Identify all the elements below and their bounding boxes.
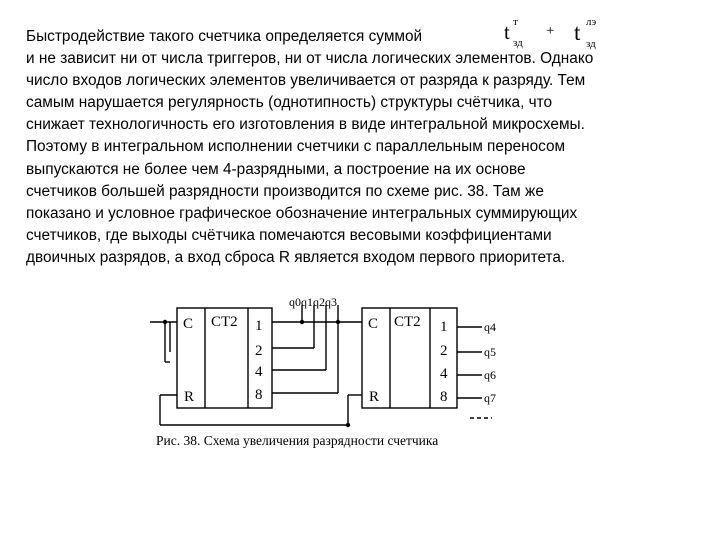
formula-t2-sub: зд (586, 38, 596, 50)
chip1-out-2: 2 (255, 343, 263, 359)
q5-label: q5 (484, 345, 496, 359)
chip2-out-1: 1 (440, 319, 448, 335)
chip2-out-8: 8 (440, 389, 448, 405)
chip1-func-label: CT2 (211, 314, 238, 330)
chip1-r-label: R (184, 389, 195, 405)
junction-dot (163, 320, 167, 324)
text-line: двоичных разрядов, а вход сброса R является входом первого приоритета. (26, 248, 566, 266)
formula-t2-sup: лэ (586, 16, 597, 28)
q6-label: q6 (484, 368, 496, 382)
chip2-r-label: R (369, 389, 380, 405)
chip2-c-label: C (368, 316, 379, 332)
chip1-out-4: 4 (255, 364, 263, 380)
formula-t2: t (574, 20, 581, 45)
formula-t1-sup: т (513, 16, 518, 28)
junction-dot (346, 423, 350, 427)
text-line: снижает технологичность его изготовления в виде интегральной микросхемы. (26, 116, 585, 134)
text-line: Поэтому в интегральном исполнении счетчики с параллельным переносом (26, 138, 566, 156)
chip2-out-4: 4 (440, 366, 448, 382)
q7-label: q7 (484, 391, 496, 405)
formula-t1-sub: зд (513, 37, 523, 49)
chip1-out-1: 1 (255, 318, 263, 334)
q-top-labels: q0q1q2q3 (289, 295, 337, 309)
chip1-out-8: 8 (255, 387, 263, 403)
chip2-out-2: 2 (440, 343, 448, 359)
formula-t1: t (504, 20, 510, 44)
junction-dot (300, 320, 304, 324)
text-line: показано и условное графическое обозначение интегральных суммирующих (26, 204, 578, 222)
q4-label: q4 (484, 320, 496, 334)
figure-caption: Рис. 38. Схема увеличения разрядности счетчика (156, 433, 439, 448)
text-line: счетчиков большей разрядности производится по схеме рис. 38. Там же (26, 182, 544, 200)
formula-plus: + (546, 23, 555, 39)
text-line-1: Быстродействие такого счетчика определяется суммой (26, 28, 423, 45)
chip2-func-label: CT2 (394, 314, 421, 330)
text-line: и не зависит ни от числа триггеров, ни от числа логических элементов. Однако (26, 50, 594, 68)
junction-dot (336, 320, 340, 324)
chip1-c-label: C (183, 316, 194, 332)
text-line: счетчиков, где выходы счётчика помечаются весовыми коэффициентами (26, 226, 552, 244)
text-line: число входов логических элементов увеличивается от разряда к разряду. Тем (26, 72, 586, 90)
text-line: самым нарушается регулярность (однотипность) структуры счётчика, что (26, 94, 553, 112)
text-line: выпускаются не более чем 4-разрядными, а построение на их основе (26, 160, 526, 178)
